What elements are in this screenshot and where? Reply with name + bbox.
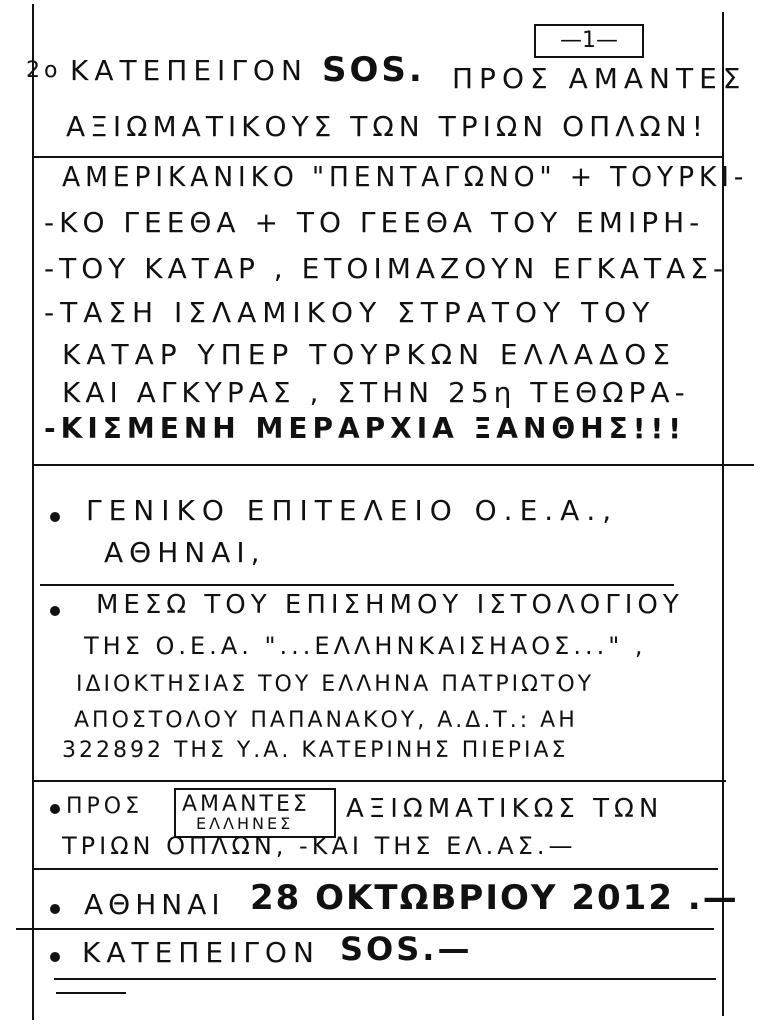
body-line: -ΤΑΣΗ ΙΣΛΑΜΙΚΟΥ ΣΤΡΑΤΟΥ ΤΟΥ bbox=[44, 296, 656, 329]
body-line: ΚΑΙ ΑΓΚΥΡΑΣ , ΣΤΗΝ 25η ΤΕΘΩΡΑ- bbox=[62, 376, 690, 409]
recipient-line: ΓΕΝΙΚΟ ΕΠΙΤΕΛΕΙΟ Ο.Ε.Α., bbox=[86, 494, 619, 527]
recipient-line: ΤΡΙΩΝ ΟΠΛΩΝ, -ΚΑΙ ΤΗΣ ΕΛ.ΑΣ.— bbox=[62, 832, 577, 860]
closing-word: ΚΑΤΕΠΕΙΓΟΝ bbox=[82, 936, 320, 969]
bullet-icon bbox=[50, 606, 60, 616]
recipient-line: ΑΠΟΣΤΟΛΟΥ ΠΑΠΑΝΑΚΟΥ, Α.Δ.Τ.: ΑΗ bbox=[74, 708, 578, 733]
date-value: 28 ΟΚΤΩΒΡΙΟΥ 2012 .— bbox=[250, 878, 739, 918]
recipient-prefix: ΠΡΟΣ bbox=[66, 794, 144, 819]
divider bbox=[54, 978, 716, 980]
body-line: ΑΜΕΡΙΚΑΝΙΚΟ "ΠΕΝΤΑΓΩΝΟ" + ΤΟΥΡΚΙ- bbox=[62, 160, 749, 193]
recipient-line: ΑΘΗΝΑΙ, bbox=[104, 536, 266, 569]
header-to: ΠΡΟΣ ΑΜΑΝΤΕΣ bbox=[452, 62, 747, 95]
body-line: -ΚΙΣΜΕΝΗ ΜΕΡΑΡΧΙΑ ΞΑΝΘΗΣ!!! bbox=[44, 412, 687, 445]
body-line: -ΤΟΥ ΚΑΤΑΡ , ΕΤΟΙΜΑΖΟΥΝ ΕΓΚΑΤΑΣ- bbox=[44, 252, 729, 285]
header-sos: SOS. bbox=[322, 50, 425, 90]
divider bbox=[32, 780, 726, 782]
divider bbox=[32, 464, 754, 466]
boxed-line: ΑΜΑΝΤΕΣ bbox=[182, 792, 310, 817]
bullet-icon bbox=[50, 804, 60, 814]
boxed-line: ΕΛΛΗΝΕΣ bbox=[196, 814, 294, 833]
body-line: ΚΑΤΑΡ ΥΠΕΡ ΤΟΥΡΚΩΝ ΕΛΛΑΔΟΣ bbox=[62, 338, 676, 371]
header-title: ΚΑΤΕΠΕΙΓΟΝ bbox=[70, 54, 308, 87]
divider bbox=[32, 868, 718, 870]
divider bbox=[56, 992, 126, 994]
bullet-icon bbox=[50, 904, 60, 914]
body-line: -ΚΟ ΓΕΕΘΑ + ΤΟ ΓΕΕΘΑ ΤΟΥ ΕΜΙΡΗ- bbox=[44, 206, 705, 239]
header-prefix: 2ο bbox=[26, 58, 62, 83]
divider bbox=[32, 156, 722, 158]
divider bbox=[40, 584, 674, 586]
boxed-label bbox=[174, 788, 336, 838]
recipient-line: ΙΔΙΟΚΤΗΣΙΑΣ ΤΟΥ ΕΛΛΗΝΑ ΠΑΤΡΙΩΤΟΥ bbox=[76, 672, 595, 697]
recipient-line: 322892 ΤΗΣ Υ.Α. ΚΑΤΕΡΙΝΗΣ ΠΙΕΡΙΑΣ bbox=[62, 738, 569, 763]
closing-sos: SOS.— bbox=[340, 930, 473, 968]
page-number: —1— bbox=[534, 24, 644, 58]
recipient-line: ΜΕΣΩ ΤΟΥ ΕΠΙΣΗΜΟΥ ΙΣΤΟΛΟΓΙΟΥ bbox=[96, 590, 684, 620]
header-subtitle: ΑΞΙΩΜΑΤΙΚΟΥΣ ΤΩΝ ΤΡΙΩΝ ΟΠΛΩΝ! bbox=[66, 110, 708, 143]
date-city: ΑΘΗΝΑΙ bbox=[84, 888, 225, 921]
bullet-icon bbox=[50, 952, 60, 962]
recipient-line: ΑΞΙΩΜΑΤΙΚΩΣ ΤΩΝ bbox=[346, 794, 664, 824]
bullet-icon bbox=[50, 512, 60, 522]
recipient-line: ΤΗΣ Ο.Ε.Α. "...ΕΛΛΗΝΚΑΙΣΗΑΟΣ..." , bbox=[84, 632, 647, 660]
